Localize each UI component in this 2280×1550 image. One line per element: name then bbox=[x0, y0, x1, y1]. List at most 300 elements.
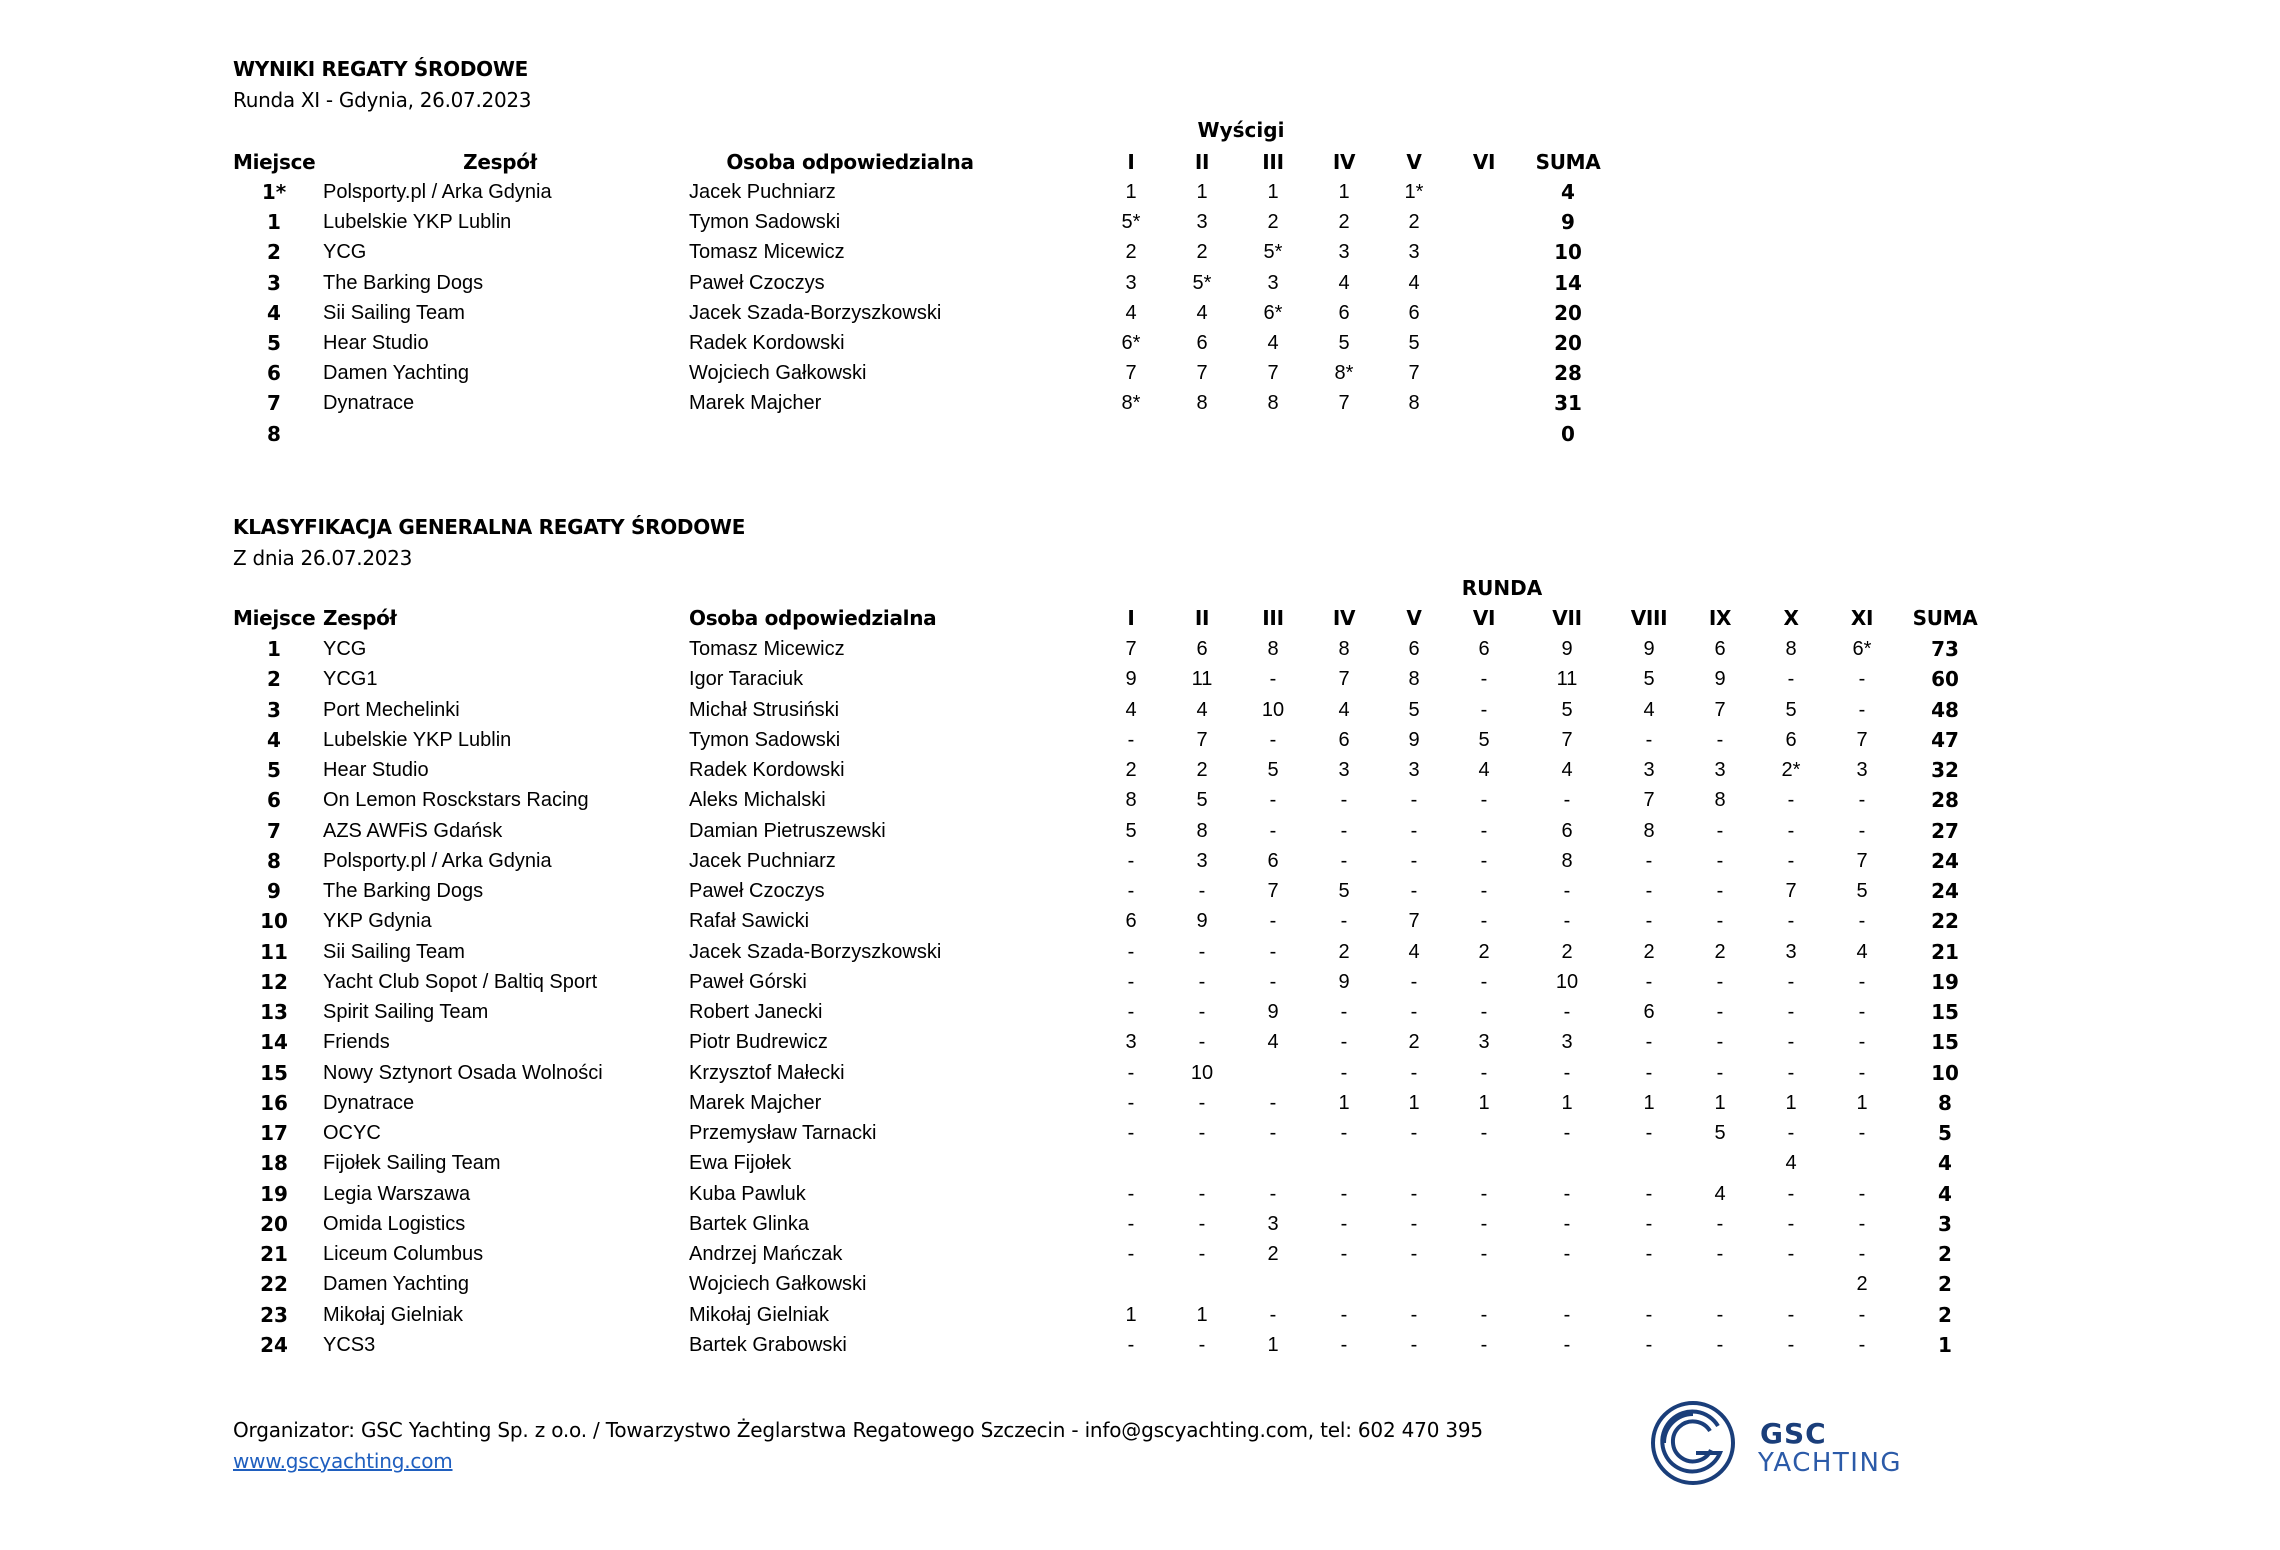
sum-cell: 20 bbox=[1554, 331, 1582, 355]
person-cell: Marek Majcher bbox=[689, 1091, 822, 1114]
place-cell: 7 bbox=[267, 818, 281, 843]
score-cell: - bbox=[1198, 880, 1206, 902]
place-cell: 17 bbox=[260, 1121, 288, 1145]
score-cell: 4 bbox=[1267, 1031, 1279, 1054]
score-cell: 3 bbox=[1338, 759, 1350, 781]
score-cell: 5 bbox=[1714, 1122, 1726, 1144]
team-cell: Fijołek Sailing Team bbox=[323, 1152, 501, 1175]
score-cell: - bbox=[1410, 1061, 1418, 1084]
score-cell: - bbox=[1340, 1333, 1348, 1356]
header-round: I bbox=[1127, 606, 1135, 630]
person-cell: Igor Taraciuk bbox=[689, 668, 804, 691]
score-cell: 4 bbox=[1125, 301, 1137, 324]
table-row bbox=[0, 997, 2280, 1027]
score-cell: 8 bbox=[1196, 392, 1208, 415]
table-row bbox=[0, 816, 2280, 846]
score-cell: - bbox=[1645, 970, 1653, 993]
score-cell: - bbox=[1340, 1122, 1348, 1144]
score-cell: - bbox=[1127, 1061, 1135, 1084]
results-title: WYNIKI REGATY ŚRODOWE bbox=[233, 57, 528, 81]
sum-cell: 31 bbox=[1554, 391, 1582, 416]
score-cell: - bbox=[1127, 1333, 1135, 1356]
score-cell: - bbox=[1410, 1182, 1418, 1205]
team-cell: Polsporty.pl / Arka Gdynia bbox=[323, 849, 552, 872]
score-cell: 1 bbox=[1643, 1091, 1655, 1114]
place-cell: 15 bbox=[260, 1060, 288, 1085]
person-cell: Bartek Glinka bbox=[689, 1212, 810, 1235]
score-cell: 7 bbox=[1408, 910, 1420, 933]
score-cell: - bbox=[1127, 1212, 1135, 1235]
team-cell: Dynatrace bbox=[323, 1091, 415, 1114]
score-cell: - bbox=[1480, 970, 1488, 993]
score-cell: - bbox=[1480, 1303, 1488, 1326]
score-cell: - bbox=[1410, 1122, 1418, 1144]
person-cell: Radek Kordowski bbox=[689, 332, 845, 354]
team-cell: Legia Warszawa bbox=[323, 1182, 471, 1205]
score-cell: - bbox=[1269, 1122, 1277, 1144]
team-cell: Hear Studio bbox=[323, 759, 429, 781]
header-person: Osoba odpowiedzialna bbox=[689, 606, 937, 630]
score-cell: - bbox=[1645, 1212, 1653, 1235]
score-cell: - bbox=[1787, 1031, 1795, 1054]
score-cell: 8 bbox=[1338, 638, 1350, 660]
score-cell: - bbox=[1480, 1243, 1488, 1265]
score-cell: - bbox=[1716, 880, 1724, 902]
score-cell: - bbox=[1340, 910, 1348, 933]
place-cell: 10 bbox=[260, 909, 288, 934]
place-cell: 1 bbox=[267, 210, 281, 235]
place-cell: 6 bbox=[267, 361, 281, 386]
score-cell: - bbox=[1480, 668, 1488, 691]
score-cell: 5 bbox=[1338, 880, 1350, 902]
sum-cell: 20 bbox=[1554, 300, 1582, 325]
person-cell: Radek Kordowski bbox=[689, 759, 845, 781]
score-cell: 7 bbox=[1196, 362, 1208, 385]
sum-cell: 2 bbox=[1938, 1302, 1952, 1327]
score-cell: - bbox=[1645, 880, 1653, 902]
person-cell: Marek Majcher bbox=[689, 392, 822, 415]
score-cell: 8 bbox=[1267, 638, 1279, 660]
score-cell: 3 bbox=[1561, 1031, 1573, 1054]
races-group-label: Wyścigi bbox=[1197, 118, 1285, 142]
score-cell: 4 bbox=[1478, 759, 1490, 781]
score-cell: - bbox=[1127, 970, 1135, 993]
score-cell: 2 bbox=[1338, 940, 1350, 963]
team-cell: The Barking Dogs bbox=[323, 271, 484, 294]
place-cell: 13 bbox=[260, 1000, 288, 1024]
score-cell: - bbox=[1198, 940, 1206, 963]
score-cell: 7 bbox=[1196, 728, 1208, 751]
score-cell: 7 bbox=[1408, 362, 1420, 385]
score-cell: 5 bbox=[1856, 880, 1868, 902]
table-row bbox=[0, 906, 2280, 936]
table-row bbox=[0, 634, 2280, 664]
score-cell: 3 bbox=[1338, 241, 1350, 264]
header-round: IV bbox=[1332, 606, 1356, 630]
score-cell: - bbox=[1716, 910, 1724, 933]
team-cell: AZS AWFiS Gdańsk bbox=[323, 819, 503, 842]
team-cell: Omida Logistics bbox=[323, 1212, 466, 1235]
sum-cell: 10 bbox=[1931, 1060, 1959, 1085]
sum-cell: 24 bbox=[1931, 879, 1959, 903]
score-cell: 6* bbox=[1852, 638, 1872, 660]
table-row bbox=[0, 725, 2280, 755]
score-cell: 2 bbox=[1643, 940, 1655, 963]
place-cell: 21 bbox=[260, 1242, 288, 1266]
score-cell: - bbox=[1858, 1212, 1866, 1235]
table-row bbox=[0, 664, 2280, 694]
place-cell: 22 bbox=[260, 1272, 288, 1297]
score-cell: 7 bbox=[1561, 728, 1573, 751]
sum-cell: 4 bbox=[1561, 180, 1575, 204]
table-row bbox=[0, 1239, 2280, 1269]
score-cell: - bbox=[1480, 910, 1488, 933]
score-cell: 6 bbox=[1196, 332, 1208, 354]
score-cell: - bbox=[1787, 1182, 1795, 1205]
person-cell: Piotr Budrewicz bbox=[689, 1031, 828, 1054]
score-cell: - bbox=[1198, 1212, 1206, 1235]
person-cell: Paweł Górski bbox=[689, 970, 807, 993]
person-cell: Jacek Puchniarz bbox=[689, 849, 836, 872]
score-cell: 7 bbox=[1856, 728, 1868, 751]
table-row bbox=[0, 1118, 2280, 1148]
website-link[interactable]: www.gscyachting.com bbox=[233, 1449, 453, 1473]
score-cell: 5 bbox=[1267, 759, 1279, 781]
person-cell: Ewa Fijołek bbox=[689, 1152, 792, 1175]
header-round: VIII bbox=[1630, 606, 1668, 630]
place-cell: 19 bbox=[260, 1181, 288, 1206]
team-cell: Friends bbox=[323, 1031, 390, 1054]
score-cell: - bbox=[1787, 789, 1795, 812]
score-cell: 8 bbox=[1561, 849, 1573, 872]
score-cell: - bbox=[1787, 1243, 1795, 1265]
score-cell: 6 bbox=[1478, 638, 1490, 660]
score-cell: 1 bbox=[1338, 181, 1350, 203]
table-row bbox=[0, 328, 2280, 358]
score-cell: 4 bbox=[1196, 301, 1208, 324]
place-cell: 8 bbox=[267, 848, 281, 873]
sum-cell: 24 bbox=[1931, 848, 1959, 873]
place-cell: 8 bbox=[267, 421, 281, 446]
score-cell: 1* bbox=[1404, 181, 1424, 203]
score-cell: 3 bbox=[1478, 1031, 1490, 1054]
score-cell: 8 bbox=[1196, 819, 1208, 842]
score-cell: - bbox=[1716, 970, 1724, 993]
score-cell: - bbox=[1716, 1303, 1724, 1326]
score-cell: 5 bbox=[1785, 698, 1797, 721]
score-cell: - bbox=[1410, 1001, 1418, 1023]
score-cell: - bbox=[1198, 1333, 1206, 1356]
score-cell: 6 bbox=[1125, 910, 1137, 933]
score-cell: 1 bbox=[1125, 1303, 1137, 1326]
score-cell: - bbox=[1858, 698, 1866, 721]
general-title: KLASYFIKACJA GENERALNA REGATY ŚRODOWE bbox=[233, 515, 746, 539]
score-cell: 5 bbox=[1408, 332, 1420, 354]
score-cell: 6 bbox=[1785, 728, 1797, 751]
score-cell: 6 bbox=[1408, 638, 1420, 660]
score-cell: 6 bbox=[1714, 638, 1726, 660]
score-cell: - bbox=[1410, 880, 1418, 902]
place-cell: 9 bbox=[267, 879, 281, 903]
score-cell: 2 bbox=[1196, 241, 1208, 264]
score-cell: - bbox=[1645, 1243, 1653, 1265]
team-cell: Nowy Sztynort Osada Wolności bbox=[323, 1061, 603, 1084]
team-cell: Liceum Columbus bbox=[323, 1243, 484, 1265]
person-cell: Paweł Czoczys bbox=[689, 271, 825, 294]
place-cell: 3 bbox=[267, 270, 281, 295]
score-cell: - bbox=[1410, 1243, 1418, 1265]
score-cell: - bbox=[1410, 1333, 1418, 1356]
person-cell: Andrzej Mańczak bbox=[689, 1243, 843, 1265]
header-team: Zespół bbox=[323, 606, 397, 630]
score-cell: 2 bbox=[1714, 940, 1726, 963]
score-cell: 3 bbox=[1408, 241, 1420, 264]
score-cell: - bbox=[1269, 728, 1277, 751]
score-cell: 3 bbox=[1196, 211, 1208, 234]
score-cell: 7 bbox=[1785, 880, 1797, 902]
score-cell: 4 bbox=[1338, 698, 1350, 721]
header-round: X bbox=[1783, 606, 1799, 630]
score-cell: 1 bbox=[1785, 1091, 1797, 1114]
score-cell: 4 bbox=[1643, 698, 1655, 721]
place-cell: 18 bbox=[260, 1151, 288, 1176]
team-cell: On Lemon Rosckstars Racing bbox=[323, 789, 589, 812]
score-cell: - bbox=[1858, 1303, 1866, 1326]
sum-cell: 60 bbox=[1931, 667, 1959, 692]
person-cell: Przemysław Tarnacki bbox=[689, 1122, 877, 1144]
score-cell: 4 bbox=[1408, 271, 1420, 294]
organizer-line: Organizator: GSC Yachting Sp. z o.o. / Towarzystwo Żeglarstwa Regatowego Szczecin - info@gscyachting.com, tel: 602 470 395 bbox=[233, 1418, 1483, 1442]
sum-cell: 27 bbox=[1931, 818, 1959, 843]
score-cell: 3 bbox=[1785, 940, 1797, 963]
score-cell: 6 bbox=[1267, 849, 1279, 872]
score-cell: - bbox=[1340, 1212, 1348, 1235]
header-round: IX bbox=[1708, 606, 1732, 630]
score-cell: 2 bbox=[1125, 759, 1137, 781]
score-cell: - bbox=[1787, 668, 1795, 691]
score-cell: 11 bbox=[1191, 668, 1213, 691]
sum-cell: 28 bbox=[1554, 361, 1582, 386]
score-cell: - bbox=[1563, 1243, 1571, 1265]
score-cell: - bbox=[1269, 1303, 1277, 1326]
place-cell: 6 bbox=[267, 788, 281, 813]
score-cell: - bbox=[1269, 910, 1277, 933]
logo-text-gsc: GSC bbox=[1760, 1417, 1827, 1450]
score-cell: 6* bbox=[1263, 301, 1283, 324]
score-cell: 7 bbox=[1856, 849, 1868, 872]
place-cell: 1 bbox=[267, 637, 281, 661]
score-cell: - bbox=[1127, 1243, 1135, 1265]
score-cell: 1 bbox=[1267, 1333, 1279, 1356]
general-subtitle: Z dnia 26.07.2023 bbox=[233, 546, 413, 570]
header-team: Zespół bbox=[463, 150, 537, 174]
score-cell: - bbox=[1127, 1091, 1135, 1114]
table-row bbox=[0, 1027, 2280, 1057]
score-cell: 9 bbox=[1714, 668, 1726, 691]
score-cell: - bbox=[1480, 1333, 1488, 1356]
sum-cell: 0 bbox=[1561, 421, 1575, 446]
score-cell: 3 bbox=[1125, 1031, 1137, 1054]
place-cell: 4 bbox=[267, 300, 281, 325]
header-person: Osoba odpowiedzialna bbox=[726, 150, 974, 174]
score-cell: 5* bbox=[1192, 271, 1212, 294]
table-row bbox=[0, 1209, 2280, 1239]
score-cell: - bbox=[1198, 1031, 1206, 1054]
score-cell: 6* bbox=[1121, 332, 1141, 354]
team-cell: Yacht Club Sopot / Baltiq Sport bbox=[323, 970, 598, 993]
score-cell: 2 bbox=[1267, 1243, 1279, 1265]
score-cell: - bbox=[1198, 1001, 1206, 1023]
score-cell: - bbox=[1480, 789, 1488, 812]
score-cell: 2 bbox=[1267, 211, 1279, 234]
score-cell: 4 bbox=[1196, 698, 1208, 721]
score-cell: - bbox=[1787, 910, 1795, 933]
header-round: II bbox=[1194, 150, 1210, 174]
score-cell: - bbox=[1127, 940, 1135, 963]
score-cell: 6 bbox=[1561, 819, 1573, 842]
table-row bbox=[0, 937, 2280, 967]
place-cell: 5 bbox=[267, 758, 281, 782]
score-cell: - bbox=[1340, 1001, 1348, 1023]
score-cell: 5 bbox=[1478, 728, 1490, 751]
score-cell: - bbox=[1563, 910, 1571, 933]
score-cell: - bbox=[1480, 1122, 1488, 1144]
score-cell: - bbox=[1563, 789, 1571, 812]
score-cell: - bbox=[1410, 1303, 1418, 1326]
person-cell: Wojciech Gałkowski bbox=[689, 1273, 867, 1296]
team-cell: Damen Yachting bbox=[323, 1273, 470, 1296]
score-cell: - bbox=[1198, 1243, 1206, 1265]
team-cell: Port Mechelinki bbox=[323, 698, 460, 721]
score-cell: - bbox=[1563, 1182, 1571, 1205]
score-cell: - bbox=[1410, 819, 1418, 842]
table-row bbox=[0, 1330, 2280, 1360]
header-round: V bbox=[1406, 606, 1422, 630]
score-cell: - bbox=[1787, 1333, 1795, 1356]
table-row bbox=[0, 1148, 2280, 1178]
place-cell: 12 bbox=[260, 969, 288, 994]
score-cell: 9 bbox=[1196, 910, 1208, 933]
score-cell: - bbox=[1127, 1001, 1135, 1023]
sum-cell: 1 bbox=[1938, 1332, 1952, 1357]
score-cell: 2 bbox=[1338, 211, 1350, 234]
score-cell: - bbox=[1716, 1212, 1724, 1235]
score-cell: 4 bbox=[1856, 940, 1868, 963]
score-cell: 6 bbox=[1408, 301, 1420, 324]
score-cell: 8 bbox=[1267, 392, 1279, 415]
score-cell: - bbox=[1198, 1091, 1206, 1114]
person-cell: Tymon Sadowski bbox=[689, 211, 841, 234]
score-cell: 9 bbox=[1125, 668, 1137, 691]
score-cell: - bbox=[1787, 819, 1795, 842]
score-cell: - bbox=[1787, 1001, 1795, 1023]
score-cell: 9 bbox=[1408, 728, 1420, 751]
score-cell: 1 bbox=[1338, 1091, 1350, 1114]
sum-cell: 5 bbox=[1938, 1121, 1952, 1145]
person-cell: Krzysztof Małecki bbox=[689, 1061, 845, 1084]
score-cell: 8 bbox=[1408, 392, 1420, 415]
score-cell: - bbox=[1340, 1061, 1348, 1084]
score-cell: 5 bbox=[1561, 698, 1573, 721]
score-cell: 7 bbox=[1338, 668, 1350, 691]
score-cell: - bbox=[1716, 1001, 1724, 1023]
score-cell: - bbox=[1198, 970, 1206, 993]
score-cell: - bbox=[1716, 1031, 1724, 1054]
header-round: III bbox=[1262, 150, 1284, 174]
score-cell: - bbox=[1480, 1212, 1488, 1235]
score-cell: - bbox=[1858, 1243, 1866, 1265]
score-cell: 11 bbox=[1556, 668, 1578, 691]
table-row bbox=[0, 1269, 2280, 1299]
score-cell: 7 bbox=[1338, 392, 1350, 415]
score-cell: 1 bbox=[1125, 181, 1137, 203]
score-cell: 5* bbox=[1263, 241, 1283, 264]
score-cell: - bbox=[1716, 1333, 1724, 1356]
sum-cell: 9 bbox=[1561, 210, 1575, 235]
person-cell: Jacek Puchniarz bbox=[689, 181, 836, 203]
team-cell: YCG bbox=[323, 241, 367, 264]
score-cell: 3 bbox=[1196, 849, 1208, 872]
score-cell: 1 bbox=[1561, 1091, 1573, 1114]
score-cell: - bbox=[1340, 819, 1348, 842]
score-cell: 7 bbox=[1125, 638, 1137, 660]
person-cell: Rafał Sawicki bbox=[689, 910, 810, 933]
score-cell: - bbox=[1716, 849, 1724, 872]
table-row bbox=[0, 755, 2280, 785]
score-cell: 3 bbox=[1267, 1212, 1279, 1235]
score-cell: - bbox=[1787, 849, 1795, 872]
person-cell: Jacek Szada-Borzyszkowski bbox=[689, 940, 942, 963]
place-cell: 23 bbox=[260, 1302, 288, 1327]
place-cell: 1* bbox=[261, 180, 287, 204]
score-cell: - bbox=[1858, 1333, 1866, 1356]
score-cell: 7 bbox=[1267, 362, 1279, 385]
header-round: VI bbox=[1472, 606, 1496, 630]
score-cell: - bbox=[1563, 1303, 1571, 1326]
score-cell: 2* bbox=[1781, 759, 1801, 781]
team-cell: Mikołaj Gielniak bbox=[323, 1303, 464, 1326]
place-cell: 5 bbox=[267, 331, 281, 355]
table-row bbox=[0, 388, 2280, 418]
table-row bbox=[0, 1088, 2280, 1118]
score-cell: 9 bbox=[1338, 970, 1350, 993]
score-cell: - bbox=[1858, 819, 1866, 842]
score-cell: - bbox=[1858, 668, 1866, 691]
score-cell: - bbox=[1716, 728, 1724, 751]
score-cell: - bbox=[1340, 1031, 1348, 1054]
sum-cell: 73 bbox=[1931, 637, 1959, 661]
score-cell: - bbox=[1563, 1122, 1571, 1144]
score-cell: - bbox=[1480, 698, 1488, 721]
score-cell: - bbox=[1787, 970, 1795, 993]
score-cell: 4 bbox=[1125, 698, 1137, 721]
score-cell: 7 bbox=[1714, 698, 1726, 721]
header-sum: SUMA bbox=[1912, 606, 1978, 630]
header-round: XI bbox=[1850, 606, 1874, 630]
score-cell: - bbox=[1269, 970, 1277, 993]
score-cell: 1 bbox=[1478, 1091, 1490, 1114]
header-place: Miejsce bbox=[233, 150, 316, 174]
score-cell: - bbox=[1716, 819, 1724, 842]
score-cell: 5* bbox=[1121, 211, 1141, 234]
score-cell: - bbox=[1645, 849, 1653, 872]
score-cell: - bbox=[1340, 789, 1348, 812]
score-cell: 10 bbox=[1261, 698, 1285, 721]
person-cell: Jacek Szada-Borzyszkowski bbox=[689, 301, 942, 324]
header-round: II bbox=[1194, 606, 1210, 630]
score-cell: 7 bbox=[1643, 789, 1655, 812]
score-cell: - bbox=[1645, 910, 1653, 933]
